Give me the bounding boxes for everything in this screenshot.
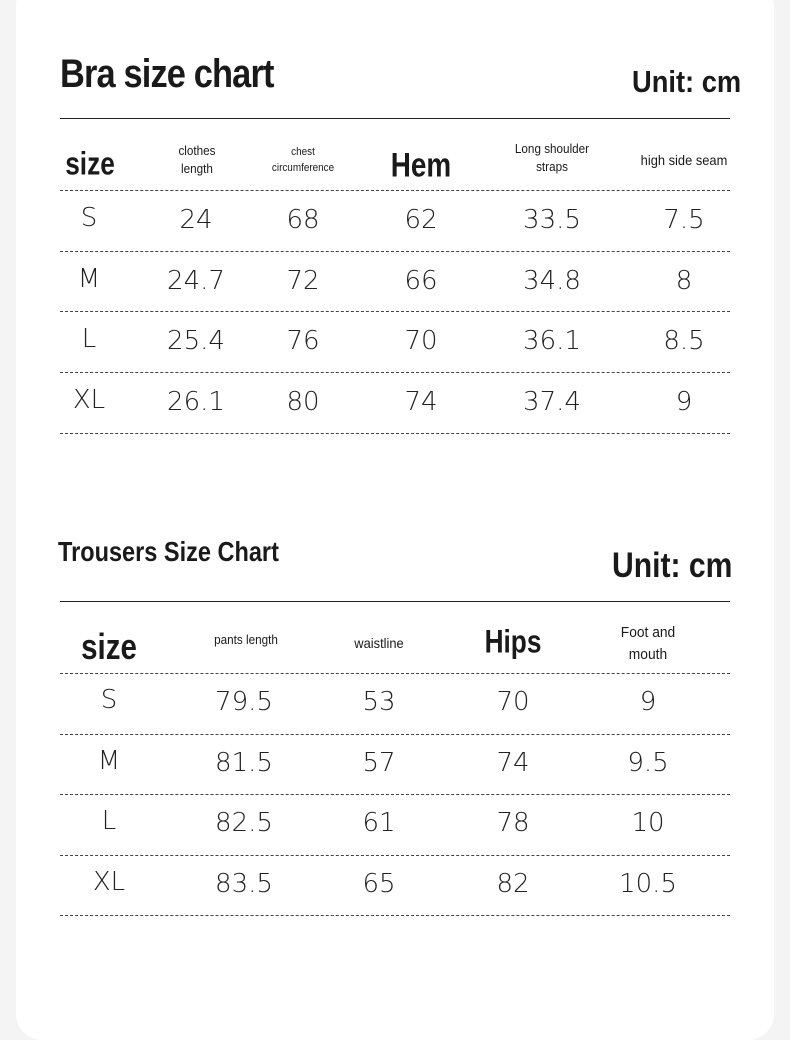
bra-row-divider (60, 251, 730, 252)
trousers-row-divider (60, 734, 730, 735)
trousers-cell: 65 (362, 868, 396, 899)
bra-cell: 8.5 (663, 326, 705, 357)
trousers-header-pants-length: pants length (214, 632, 278, 647)
trousers-row-divider (60, 915, 730, 916)
bra-cell: 70 (404, 326, 438, 357)
bra-cell: 26.1 (167, 387, 225, 418)
bra-cell: 24 (179, 205, 213, 235)
trousers-top-rule (60, 601, 730, 602)
bra-cell: 36.1 (523, 326, 581, 357)
trousers-cell: 10.5 (619, 868, 677, 899)
bra-top-rule (60, 118, 730, 119)
trousers-cell: 61 (362, 808, 396, 838)
trousers-cell: 57 (362, 747, 396, 778)
bra-cell: XL (72, 385, 106, 416)
bra-cell: 25.4 (167, 326, 225, 357)
trousers-cell: S (100, 685, 118, 715)
trousers-cell: 53 (362, 687, 396, 717)
bra-header-chest-line2: circumference (271, 162, 335, 174)
trousers-cell: M (97, 745, 121, 776)
trousers-cell: 74 (496, 747, 530, 778)
trousers-header-foot-line2: mouth (628, 646, 668, 663)
bra-header-shoulder-straps (515, 140, 589, 176)
bra-unit-label: Unit: cm (632, 64, 742, 99)
bra-header-high-side-seam: high side seam (640, 152, 728, 168)
trousers-header-foot-and-mouth (621, 622, 675, 666)
bra-cell: S (80, 203, 98, 233)
trousers-row-divider (60, 794, 730, 795)
trousers-header-size: size (81, 626, 137, 667)
bra-header-chest-circumference (272, 144, 334, 176)
bra-row-divider (60, 433, 730, 434)
bra-header-straps-line2: straps (536, 159, 568, 174)
bra-header-hem: Hem (390, 146, 452, 185)
trousers-header-divider (60, 673, 730, 674)
bra-row-divider (60, 372, 730, 373)
trousers-unit-label: Unit: cm (612, 546, 733, 585)
trousers-header-foot-line1: Foot and (620, 624, 676, 641)
bra-cell: 33.5 (523, 205, 581, 235)
bra-header-straps-line1: Long shoulder (514, 141, 590, 156)
trousers-cell: 9 (639, 687, 657, 717)
trousers-cell: XL (92, 866, 126, 897)
bra-row-divider (60, 311, 730, 312)
trousers-cell: L (101, 806, 117, 836)
bra-cell: 9 (675, 387, 693, 418)
bra-cell: 74 (404, 387, 438, 418)
trousers-cell: 79.5 (215, 687, 273, 717)
bra-cell: M (77, 263, 101, 294)
trousers-cell: 78 (496, 808, 530, 838)
trousers-cell: 70 (496, 687, 530, 717)
trousers-header-hips: Hips (484, 623, 542, 660)
bra-header-clothes-length (178, 142, 215, 178)
bra-cell: 7.5 (663, 205, 705, 235)
bra-cell: 80 (286, 387, 320, 418)
bra-header-divider (60, 190, 730, 191)
trousers-row-divider (60, 855, 730, 856)
bra-chart-title: Bra size chart (60, 52, 274, 96)
bra-cell: 66 (404, 265, 438, 296)
bra-cell: 24.7 (167, 265, 225, 296)
bra-header-clothes-line2: length (181, 161, 213, 176)
trousers-header-waistline: waistline (354, 635, 404, 651)
trousers-cell: 82 (496, 868, 530, 899)
bra-cell: 37.4 (523, 387, 581, 418)
trousers-cell: 81.5 (215, 747, 273, 778)
bra-header-clothes-line1: clothes (178, 143, 216, 158)
bra-cell: 76 (286, 326, 320, 357)
bra-cell: 8 (675, 265, 693, 296)
bra-header-size: size (65, 145, 115, 182)
trousers-cell: 83.5 (215, 868, 273, 899)
bra-header-chest-line1: chest (291, 146, 315, 158)
bra-cell: 34.8 (523, 265, 581, 296)
trousers-cell: 9.5 (627, 747, 669, 778)
bra-cell: 72 (286, 265, 320, 296)
trousers-cell: 82.5 (215, 808, 273, 838)
bra-cell: 68 (286, 205, 320, 235)
trousers-chart-title: Trousers Size Chart (58, 536, 279, 567)
trousers-cell: 10 (631, 808, 665, 838)
bra-cell: L (81, 324, 97, 355)
bra-cell: 62 (404, 205, 438, 235)
